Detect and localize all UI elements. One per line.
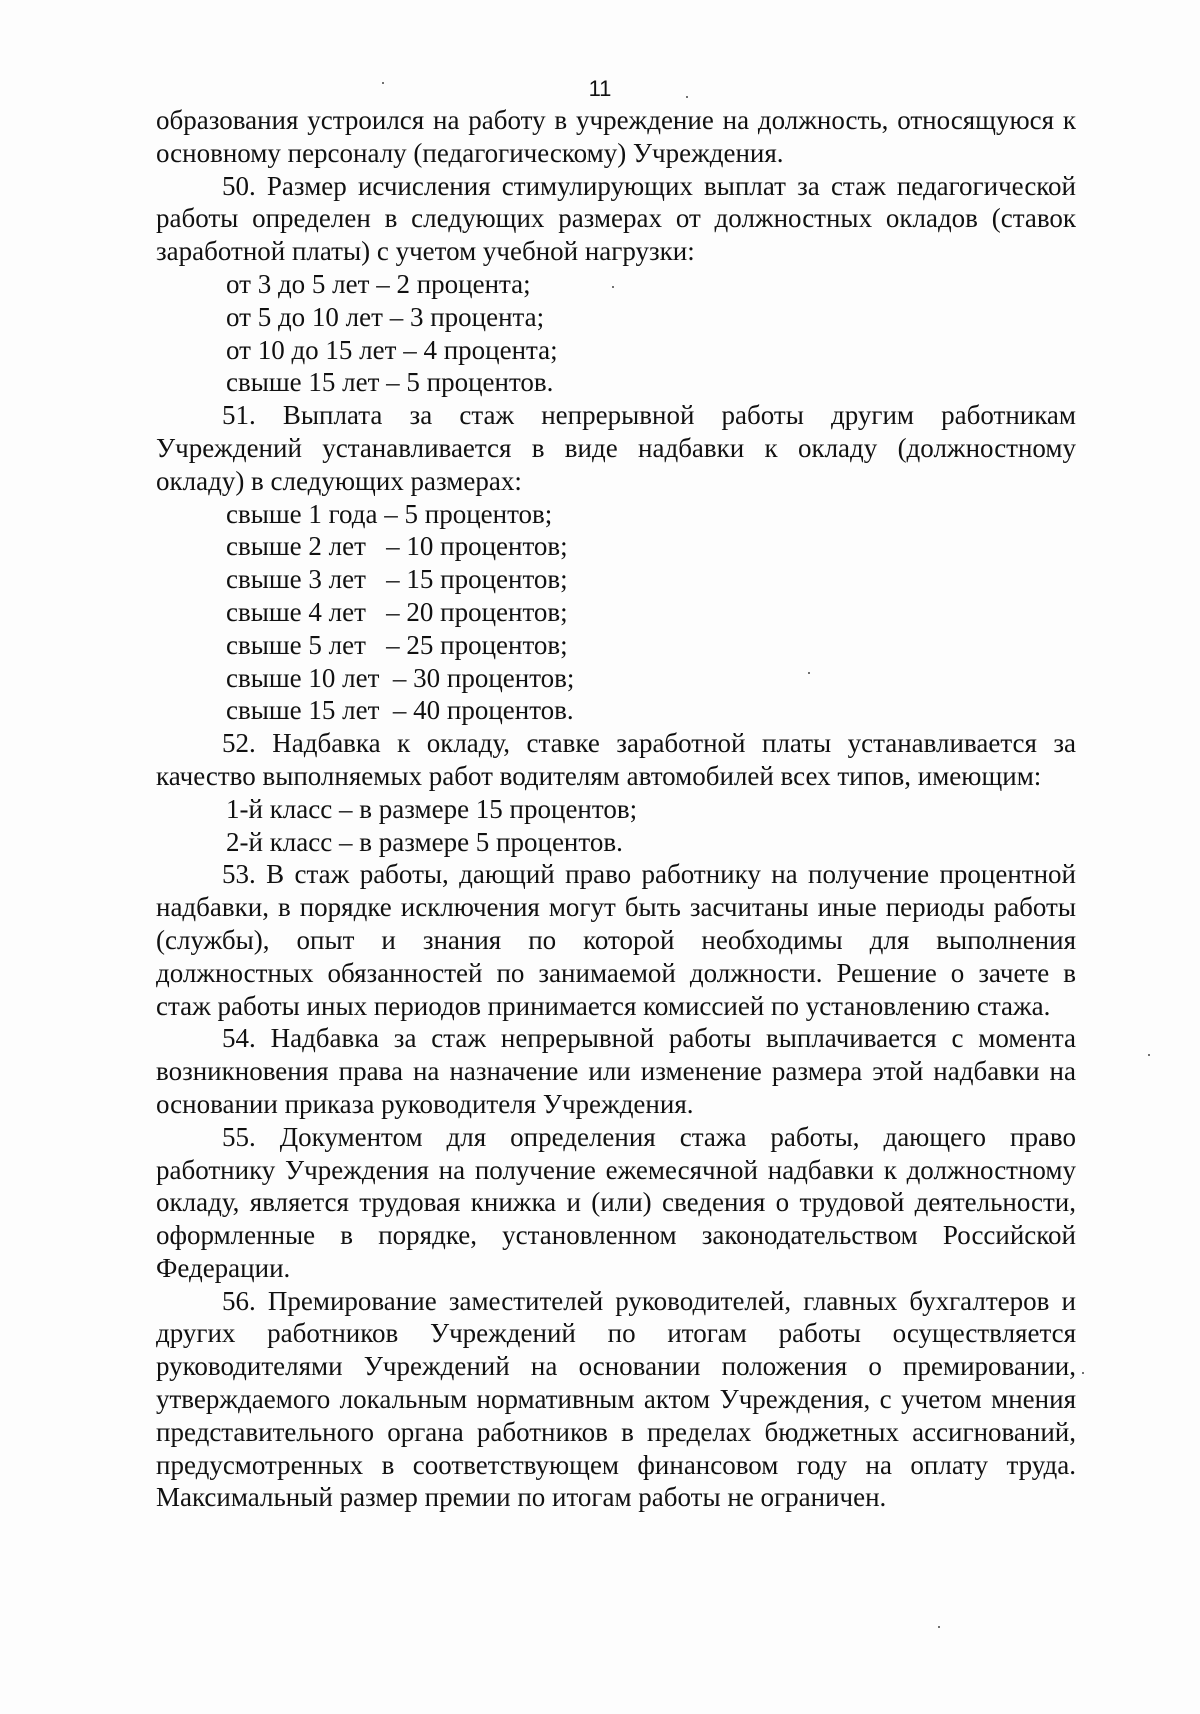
- paragraph-50: 50. Размер исчисления стимулирующих выплат за стаж педагогической работы определен в следующих размерах от должностных окладов (ставок заработной платы) с учетом учебной нагрузки:: [156, 170, 1076, 267]
- list-item: от 10 до 15 лет – 4 процента;: [226, 334, 558, 365]
- scan-speck: [1082, 1372, 1084, 1374]
- list-item: от 5 до 10 лет – 3 процента;: [226, 301, 545, 332]
- paragraph-54: 54. Надбавка за стаж непрерывной работы выплачивается с момента возникновения права на назначение или изменение размера этой надбавки на основании приказа руководителя Учреждения.: [156, 1023, 1076, 1119]
- list-item: свыше 1 года – 5 процентов;: [226, 498, 553, 529]
- list-item: свыше 4 лет – 20 процентов;: [226, 596, 568, 627]
- paragraph-52: 52. Надбавка к окладу, ставке заработной платы устанавливается за качество выполняемых работ водителям автомобилей всех типов, имеющим:: [156, 728, 1076, 791]
- list-item: 2-й класс – в размере 5 процентов.: [226, 826, 623, 857]
- list-item: свыше 15 лет – 5 процентов.: [226, 367, 554, 398]
- scan-speck: [686, 96, 688, 98]
- list-item: 1-й класс – в размере 15 процентов;: [226, 793, 638, 824]
- scan-speck: [612, 286, 614, 288]
- list-item: свыше 5 лет – 25 процентов;: [226, 629, 568, 660]
- list-item: свыше 2 лет – 10 процентов;: [226, 531, 568, 562]
- paragraph-51: 51. Выплата за стаж непрерывной работы другим работникам Учреждений устанавливается в виде надбавки к окладу (должностному окладу) в следующих размерах:: [156, 400, 1076, 496]
- page-number: 11: [588, 76, 612, 101]
- scan-speck: [382, 82, 384, 84]
- list-item: свыше 10 лет – 30 процентов;: [226, 662, 575, 693]
- list-item: свыше 3 лет – 15 процентов;: [226, 564, 568, 595]
- scan-speck: [938, 1626, 940, 1628]
- scan-speck: [808, 672, 810, 674]
- scan-speck: [1148, 1054, 1150, 1056]
- list-item: от 3 до 5 лет – 2 процента;: [226, 268, 531, 299]
- paragraph-55: 55. Документом для определения стажа работы, дающего право работнику Учреждения на получение ежемесячной надбавки к должностному окладу, является трудовая книжка и (или) сведения о трудовой деятельности, оформленные в порядке, установленном законодательством Российской Федерации.: [156, 1121, 1076, 1283]
- paragraph-56: 56. Премирование заместителей руководителей, главных бухгалтеров и других работников Учреждений по итогам работы осуществляется руководителями Учреждений на основании положения о премировании, утверждаемого локальным нормативным актом Учреждения, с учетом мнения представительного органа работников в пределах бюджетных ассигнований, предусмотренных в соответствующем финансовом году на оплату труда. Максимальный размер премии по итогам работы не ограничен.: [156, 1285, 1076, 1513]
- paragraph-continuation: образования устроился на работу в учреждение на должность, относящуюся к основному персоналу (педагогическому) Учреждения.: [156, 105, 1076, 168]
- list-item: свыше 15 лет – 40 процентов.: [226, 695, 574, 726]
- paragraph-53: 53. В стаж работы, дающий право работнику на получение процентной надбавки, в порядке исключения могут быть засчитаны иные периоды работы (службы), опыт и знания по которой необходимы для выполнения должностных обязанностей по занимаемой должности. Решение о зачете в стаж работы иных периодов принимается комиссией по установлению стажа.: [156, 859, 1076, 1021]
- document-body: [156, 104, 1076, 1514]
